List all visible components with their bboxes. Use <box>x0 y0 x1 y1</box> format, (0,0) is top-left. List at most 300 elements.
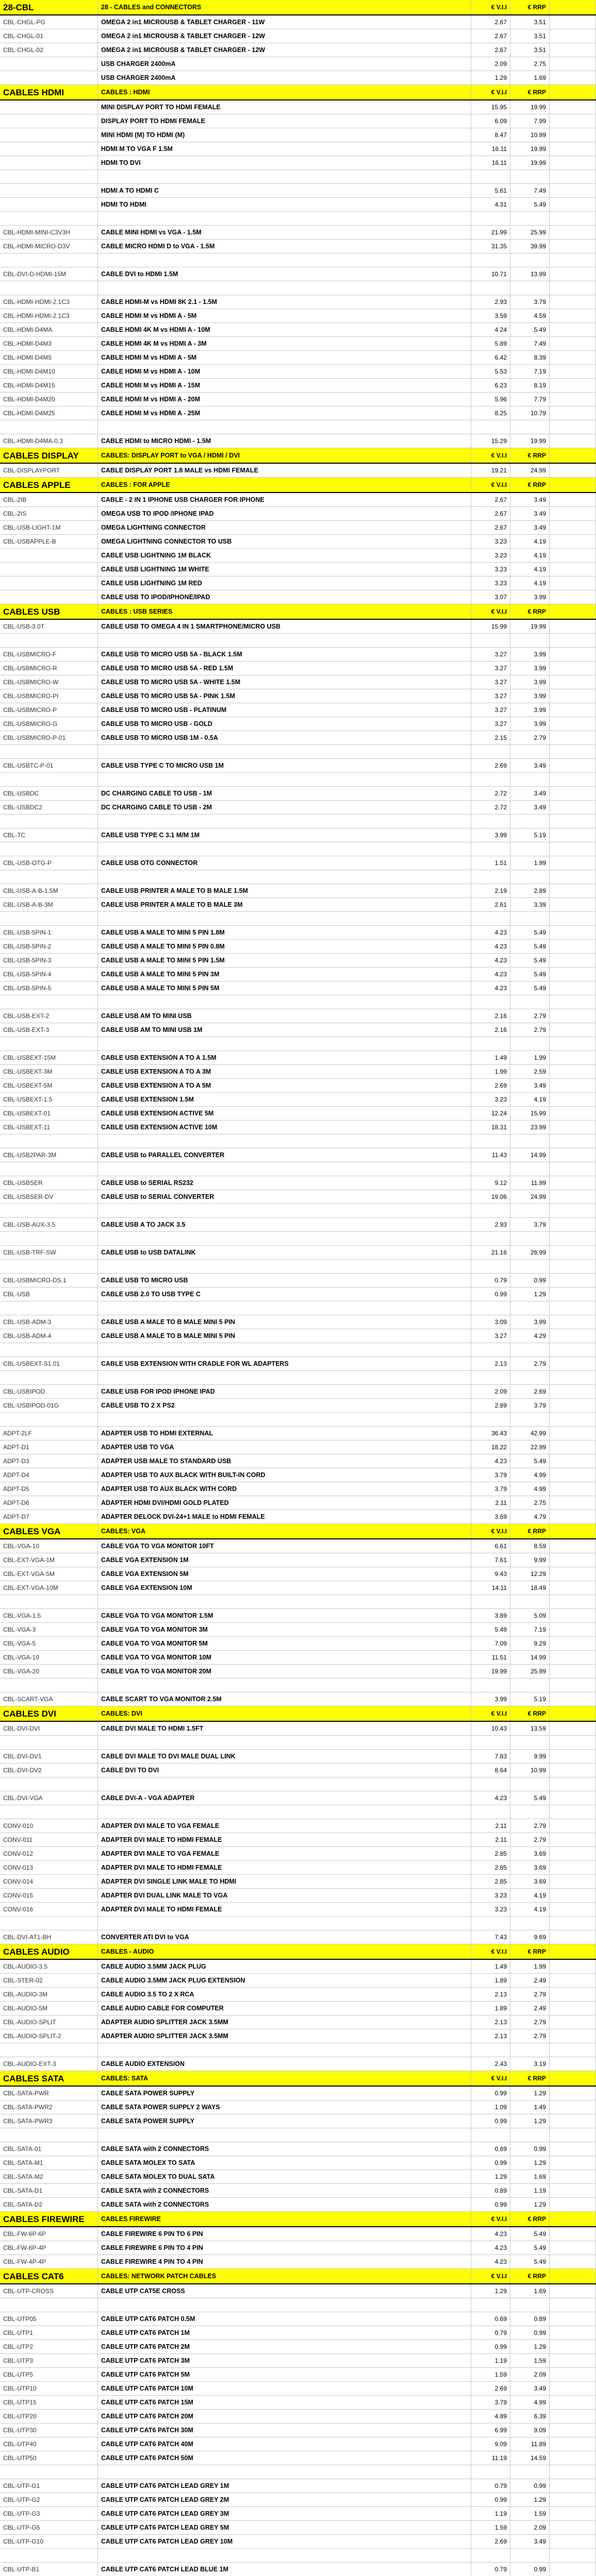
item-price-1: 3.23 <box>471 1093 510 1106</box>
item-price-2: 9.99 <box>510 1750 550 1763</box>
item-code: ADPT-D6 <box>0 1496 98 1510</box>
item-price-1: 2.69 <box>471 759 510 772</box>
item-price-1: 3.27 <box>471 717 510 731</box>
item-price-2: 26.99 <box>510 1246 550 1259</box>
item-price-2: 3.49 <box>510 493 550 506</box>
item-description: CABLE USB TO MICRO USB - PLATINUM <box>98 703 471 717</box>
item-price-1: 3.79 <box>471 1468 510 1482</box>
item-price-1: 1.59 <box>471 2521 510 2534</box>
item-code <box>0 100 98 114</box>
item-description: CABLE USB TO MICRO USB <box>98 1274 471 1287</box>
item-price-2: 2.69 <box>510 1385 550 1398</box>
item-price-3 <box>550 2241 596 2255</box>
item-description: CABLE USB LIGHTNING 1M WHITE <box>98 563 471 576</box>
item-description: CABLE VGA EXTENSION 5M <box>98 1567 471 1581</box>
item-price-1 <box>471 212 510 225</box>
item-description: CABLE UTP CAT6 PATCH 30M <box>98 2424 471 2437</box>
table-row <box>0 1454 596 1468</box>
item-description <box>98 1371 471 1384</box>
table-row <box>0 1482 596 1496</box>
item-price-1: 36.43 <box>471 1427 510 1440</box>
item-description: ADAPTER HDMI DVI/HDMI GOLD PLATED <box>98 1496 471 1510</box>
item-price-3 <box>550 434 596 448</box>
item-description: USB CHARGER 2400mA <box>98 71 471 84</box>
section-header <box>0 1944 596 1960</box>
table-row <box>0 1665 596 1679</box>
section-title: CABLES : FOR APPLE <box>98 478 471 492</box>
table-row <box>0 1875 596 1889</box>
item-price-2 <box>510 745 550 758</box>
item-price-2: 23.99 <box>510 1121 550 1134</box>
item-price-2: 8.39 <box>510 351 550 364</box>
item-price-3 <box>550 2142 596 2156</box>
table-row <box>0 2198 596 2212</box>
item-description: CABLE UTP CAT6 PATCH 50M <box>98 2451 471 2465</box>
item-price-2: 1.29 <box>510 2493 550 2506</box>
item-description: CABLE USB EXTENSION A TO A 1.5M <box>98 1051 471 1064</box>
item-price-2 <box>510 634 550 647</box>
item-price-2: 7.79 <box>510 393 550 406</box>
item-price-1 <box>471 2298 510 2312</box>
item-price-1: 3.89 <box>471 1609 510 1622</box>
item-price-3 <box>550 2029 596 2043</box>
item-price-1: 2.72 <box>471 801 510 814</box>
item-price-1 <box>471 281 510 295</box>
item-price-1: 0.99 <box>471 2087 510 2100</box>
item-price-3 <box>550 954 596 967</box>
item-code: CBL-UTP30 <box>0 2424 98 2437</box>
item-price-1: 2.19 <box>471 884 510 897</box>
item-code: ADPT-2LF <box>0 1427 98 1440</box>
table-row <box>0 1903 596 1917</box>
item-price-3 <box>550 2437 596 2451</box>
item-price-1: 0.79 <box>471 2479 510 2493</box>
item-code: CBL-TC <box>0 828 98 842</box>
item-description: ADAPTER DVI MALE TO HDMI FEMALE <box>98 1903 471 1916</box>
item-price-3 <box>550 393 596 406</box>
item-price-3 <box>550 507 596 520</box>
table-row <box>0 114 596 128</box>
item-code: CBL-HDMI-D4M25 <box>0 406 98 420</box>
item-price-1: 1.09 <box>471 2100 510 2114</box>
item-code: CBL-VGA-10 <box>0 1539 98 1553</box>
item-description: ADAPTER USB TO AUX BLACK WITH CORD <box>98 1482 471 1496</box>
item-price-1 <box>471 2128 510 2142</box>
item-price-3 <box>550 1023 596 1037</box>
item-code: CBL-SATA-PWR <box>0 2087 98 2100</box>
item-price-3 <box>550 1190 596 1204</box>
item-code: CBL-UTP3 <box>0 2354 98 2367</box>
item-description: CABLE SATA POWER SUPPLY 2 WAYS <box>98 2100 471 2114</box>
item-code <box>0 815 98 828</box>
table-row <box>0 2354 596 2368</box>
table-row <box>0 926 596 940</box>
table-row <box>0 267 596 281</box>
item-description: CABLE DVI-A - VGA ADAPTER <box>98 1791 471 1805</box>
item-price-1: 11.51 <box>471 1651 510 1664</box>
item-price-3 <box>550 2451 596 2465</box>
item-price-3 <box>550 1889 596 1902</box>
item-code: CBL-HDMI-MICRO-D3V <box>0 240 98 253</box>
item-code: CBL-DISPLAYPORT <box>0 464 98 477</box>
item-price-1: 15.29 <box>471 434 510 448</box>
item-price-1 <box>471 870 510 884</box>
item-code <box>0 2043 98 2057</box>
table-row <box>0 731 596 745</box>
item-code <box>0 1917 98 1930</box>
item-price-2 <box>510 842 550 856</box>
item-price-1: 2.85 <box>471 1861 510 1874</box>
item-price-1 <box>471 1805 510 1819</box>
table-row <box>0 309 596 323</box>
section-blank-cell <box>550 0 596 14</box>
table-row <box>0 379 596 393</box>
item-code: CONV-016 <box>0 1903 98 1916</box>
item-description: CABLE USB FOR IPOD IPHONE IPAD <box>98 1385 471 1398</box>
item-description: ADAPTER USB MALE TO STANDARD USB <box>98 1454 471 1468</box>
section-code: CABLES SATA <box>0 2071 98 2086</box>
item-code: CBL-DVI-DV2 <box>0 1764 98 1777</box>
item-price-1: 2.13 <box>471 2015 510 2029</box>
item-code: CBL-USBSER <box>0 1176 98 1190</box>
item-description: CABLE USB TO MICRO USB 1M - 0.5A <box>98 731 471 744</box>
item-price-2: 7.99 <box>510 114 550 128</box>
item-code <box>0 57 98 71</box>
item-price-3 <box>550 184 596 197</box>
table-row <box>0 2437 596 2451</box>
item-code: CBL-USB-ADM-4 <box>0 1329 98 1343</box>
item-price-2: 25.99 <box>510 1665 550 1678</box>
item-price-1: 15.99 <box>471 620 510 633</box>
item-code <box>0 1204 98 1217</box>
item-price-3 <box>550 2057 596 2071</box>
item-price-2 <box>510 2128 550 2142</box>
item-description: CABLE USB EXTENSION A TO A 3M <box>98 1065 471 1078</box>
section-price-label-2: € RRP <box>510 2269 550 2283</box>
item-price-2: 9.29 <box>510 1637 550 1650</box>
section-blank-cell <box>550 1706 596 1721</box>
table-row <box>0 1079 596 1093</box>
item-description: CABLE UTP CAT6 PATCH LEAD GREY 10M <box>98 2535 471 2548</box>
item-price-2: 15.99 <box>510 1107 550 1120</box>
item-price-2 <box>510 1232 550 1245</box>
item-price-2: 4.19 <box>510 577 550 590</box>
section-title: CABLES: DVI <box>98 1706 471 1721</box>
item-description: HDMI TO DVI <box>98 156 471 170</box>
item-description: CABLE VGA TO VGA MONITOR 10M <box>98 1651 471 1664</box>
item-price-2 <box>510 995 550 1009</box>
item-description: CABLE USB AM TO MINI USB 1M <box>98 1023 471 1037</box>
item-code <box>0 745 98 758</box>
item-price-3 <box>550 620 596 633</box>
item-price-2 <box>510 912 550 925</box>
item-price-2: 3.79 <box>510 295 550 309</box>
item-price-3 <box>550 1777 596 1791</box>
item-price-3 <box>550 2368 596 2381</box>
item-code <box>0 2465 98 2479</box>
item-price-2: 8.19 <box>510 379 550 392</box>
item-code: CBL-FW-6P-4P <box>0 2241 98 2255</box>
section-price-label-1: € V.I.I <box>471 1944 510 1959</box>
item-price-2: 1.99 <box>510 856 550 870</box>
item-code: CBL-VGA-10 <box>0 1651 98 1664</box>
item-price-3 <box>550 142 596 156</box>
table-row <box>0 1162 596 1176</box>
section-title: CABLES : USB SERIES <box>98 604 471 619</box>
item-price-3 <box>550 100 596 114</box>
item-code: CBL-DVI-VGA <box>0 1791 98 1805</box>
item-price-1: 5.49 <box>471 1623 510 1636</box>
section-title: CABLES: SATA <box>98 2071 471 2086</box>
item-description <box>98 1301 471 1315</box>
item-price-1: 6.42 <box>471 351 510 364</box>
item-price-2 <box>510 2549 550 2562</box>
item-description <box>98 420 471 434</box>
table-row <box>0 577 596 590</box>
item-price-2 <box>510 1805 550 1819</box>
item-description: CABLE AUDIO 3.5MM JACK PLUG <box>98 1960 471 1973</box>
table-row <box>0 2410 596 2424</box>
item-code <box>0 156 98 170</box>
item-description: CABLE USB A MALE TO B MALE MINI 5 PIN <box>98 1315 471 1329</box>
item-price-1: 4.23 <box>471 968 510 981</box>
item-price-3 <box>550 2340 596 2353</box>
item-price-1 <box>471 2043 510 2057</box>
item-description: CABLE USB A MALE TO MINI 5 PIN 5M <box>98 981 471 995</box>
item-price-1: 2.16 <box>471 1023 510 1037</box>
item-price-3 <box>550 1750 596 1763</box>
item-price-3 <box>550 2479 596 2493</box>
item-price-1: 1.29 <box>471 71 510 84</box>
item-code: CBL-SATA-M2 <box>0 2170 98 2183</box>
table-row <box>0 1510 596 1524</box>
item-description: ADAPTER DVI MALE TO HDMI FEMALE <box>98 1861 471 1874</box>
item-price-2 <box>510 870 550 884</box>
item-price-2: 24.99 <box>510 1190 550 1204</box>
item-price-3 <box>550 1413 596 1426</box>
item-price-2: 4.59 <box>510 309 550 323</box>
item-code: CBL-HDMI-D4M15 <box>0 379 98 392</box>
item-description: CABLE USB to USB DATALINK <box>98 1246 471 1259</box>
item-description: CABLE SATA POWER SUPPLY <box>98 2114 471 2128</box>
item-price-2: 4.99 <box>510 1482 550 1496</box>
table-row <box>0 1930 596 1944</box>
table-row <box>0 2002 596 2015</box>
table-row <box>0 648 596 662</box>
item-description: CABLE UTP CAT6 PATCH LEAD GREY 5M <box>98 2521 471 2534</box>
item-price-2: 25.99 <box>510 226 550 239</box>
item-price-2: 2.49 <box>510 2002 550 2015</box>
section-price-label-1: € V.I.I <box>471 604 510 619</box>
item-description: ADAPTER USB TO HDMI EXTERNAL <box>98 1427 471 1440</box>
item-description: CABLE AUDIO 3.5MM JACK PLUG EXTENSION <box>98 1974 471 1987</box>
item-price-2 <box>510 253 550 267</box>
section-price-label-2: € RRP <box>510 85 550 99</box>
item-description: HDMI M TO VGA F 1.5M <box>98 142 471 156</box>
item-price-3 <box>550 2535 596 2548</box>
table-row <box>0 2114 596 2128</box>
item-price-1: 31.35 <box>471 240 510 253</box>
table-row <box>0 170 596 184</box>
item-price-2: 1.19 <box>510 2184 550 2197</box>
item-price-2: 0.89 <box>510 2312 550 2326</box>
item-price-2: 0.99 <box>510 2142 550 2156</box>
table-row <box>0 801 596 815</box>
item-description: CABLE UTP CAT6 PATCH 10M <box>98 2382 471 2395</box>
item-price-1: 2.67 <box>471 521 510 534</box>
item-price-1: 4.23 <box>471 981 510 995</box>
item-price-2: 4.19 <box>510 549 550 562</box>
section-price-label-2: € RRP <box>510 448 550 463</box>
item-description: CABLE UTP CAT6 PATCH 15M <box>98 2396 471 2409</box>
table-row <box>0 406 596 420</box>
item-price-1 <box>471 1134 510 1148</box>
item-price-1 <box>471 1736 510 1749</box>
table-row <box>0 1595 596 1609</box>
section-title: CABLES: VGA <box>98 1524 471 1538</box>
item-price-1: 5.53 <box>471 365 510 378</box>
item-description: CABLE USB TO MICRO USB - GOLD <box>98 717 471 731</box>
item-price-2: 4.19 <box>510 535 550 548</box>
item-price-2: 3.99 <box>510 662 550 675</box>
table-row <box>0 1274 596 1287</box>
item-price-1: 4.89 <box>471 2410 510 2423</box>
table-row <box>0 57 596 71</box>
item-code: CBL-USBMICRO-W <box>0 675 98 689</box>
item-code: CBL-USBEXT-1.5 <box>0 1093 98 1106</box>
item-price-3 <box>550 253 596 267</box>
item-price-1: 1.19 <box>471 2354 510 2367</box>
table-row <box>0 1819 596 1833</box>
item-price-1: 19.99 <box>471 1665 510 1678</box>
item-code: CBL-UTP05 <box>0 2312 98 2326</box>
item-code: CBL-USB-LIGHT-1M <box>0 521 98 534</box>
section-title: 28 - CABLES and CONNECTORS <box>98 0 471 14</box>
table-row <box>0 253 596 267</box>
item-price-1: 3.09 <box>471 1315 510 1329</box>
item-description: CABLE UTP CAT6 PATCH LEAD BLUE 1M <box>98 2563 471 2576</box>
item-price-2: 2.89 <box>510 884 550 897</box>
item-price-1 <box>471 1343 510 1357</box>
section-code: CABLES APPLE <box>0 478 98 492</box>
item-price-3 <box>550 1930 596 1944</box>
item-price-3 <box>550 1232 596 1245</box>
section-code: CABLES DVI <box>0 1706 98 1721</box>
item-price-2: 0.99 <box>510 1274 550 1287</box>
item-code <box>0 281 98 295</box>
item-price-1: 4.23 <box>471 940 510 953</box>
section-price-label-2: € RRP <box>510 2212 550 2226</box>
item-price-3 <box>550 1051 596 1064</box>
item-price-3 <box>550 2043 596 2057</box>
item-price-1 <box>471 1595 510 1608</box>
item-price-2: 1.69 <box>510 71 550 84</box>
item-price-1: 1.29 <box>471 2284 510 2298</box>
item-price-3 <box>550 1833 596 1846</box>
item-description: ADAPTER AUDIO SPLITTER JACK 3.5MM <box>98 2029 471 2043</box>
item-code: CBL-USBEXT-01 <box>0 1107 98 1120</box>
item-price-3 <box>550 2284 596 2298</box>
item-code: CBL-USBSER-DV <box>0 1190 98 1204</box>
item-price-3 <box>550 1861 596 1874</box>
section-title: CABLES - AUDIO <box>98 1944 471 1959</box>
item-code: CBL-UTP-G2 <box>0 2493 98 2506</box>
item-price-3 <box>550 1134 596 1148</box>
item-price-1 <box>471 170 510 183</box>
item-price-3 <box>550 57 596 71</box>
item-code: CBL-AUDIO-3.5 <box>0 1960 98 1973</box>
item-description: CABLE USB A TO JACK 3.5 <box>98 1218 471 1231</box>
table-row <box>0 1623 596 1637</box>
table-row <box>0 940 596 954</box>
item-price-3 <box>550 365 596 378</box>
table-row <box>0 337 596 351</box>
item-price-1 <box>471 1162 510 1176</box>
table-row <box>0 1791 596 1805</box>
table-row <box>0 1833 596 1847</box>
item-description: CABLE FIREWIRE 6 PIN TO 4 PIN <box>98 2241 471 2255</box>
item-price-2: 3.49 <box>510 1079 550 1092</box>
table-row <box>0 295 596 309</box>
item-price-2: 19.99 <box>510 142 550 156</box>
item-price-2: 8.59 <box>510 1539 550 1553</box>
item-code: CBL-USBIPOD <box>0 1385 98 1398</box>
table-row <box>0 226 596 240</box>
section-header <box>0 604 596 620</box>
item-code: CBL-SCART-VGA <box>0 1692 98 1706</box>
item-description <box>98 745 471 758</box>
item-code: CBL-AUDIO-5M <box>0 2002 98 2015</box>
item-price-3 <box>550 1722 596 1735</box>
item-price-2 <box>510 1595 550 1608</box>
item-price-2: 2.49 <box>510 1974 550 1987</box>
table-row <box>0 1190 596 1204</box>
item-price-1: 2.67 <box>471 43 510 57</box>
table-row <box>0 1204 596 1218</box>
item-code: CBL-CHGL-01 <box>0 29 98 43</box>
table-row <box>0 1553 596 1567</box>
item-price-1: 3.23 <box>471 549 510 562</box>
item-code: CONV-012 <box>0 1847 98 1860</box>
item-description <box>98 253 471 267</box>
item-description: CABLE UTP CAT5E CROSS <box>98 2284 471 2298</box>
item-price-3 <box>550 1651 596 1664</box>
item-price-3 <box>550 1121 596 1134</box>
item-code: CBL-UTP1 <box>0 2326 98 2340</box>
item-description: CABLE SATA with 2 CONNECTORS <box>98 2184 471 2197</box>
item-description: ADAPTER DVI DUAL LINK MALE TO VGA <box>98 1889 471 1902</box>
item-price-1 <box>471 1371 510 1384</box>
item-price-2: 3.49 <box>510 759 550 772</box>
table-row <box>0 2298 596 2312</box>
section-price-label-1: € V.I.I <box>471 1524 510 1538</box>
item-price-1: 2.09 <box>471 1385 510 1398</box>
item-price-1: 7.83 <box>471 1750 510 1763</box>
table-row <box>0 1917 596 1930</box>
table-row <box>0 1496 596 1510</box>
item-code: CBL-USB-EXT-3 <box>0 1023 98 1037</box>
item-code: CBL-AUDIO-3M <box>0 1988 98 2001</box>
item-description <box>98 815 471 828</box>
item-price-3 <box>550 648 596 661</box>
item-price-1: 2.69 <box>471 2535 510 2548</box>
item-price-1: 10.71 <box>471 267 510 281</box>
item-price-1: 9.43 <box>471 1567 510 1581</box>
item-code <box>0 128 98 142</box>
section-price-label-1: € V.I.I <box>471 2071 510 2086</box>
item-price-3 <box>550 2128 596 2142</box>
section-blank-cell <box>550 2071 596 2086</box>
